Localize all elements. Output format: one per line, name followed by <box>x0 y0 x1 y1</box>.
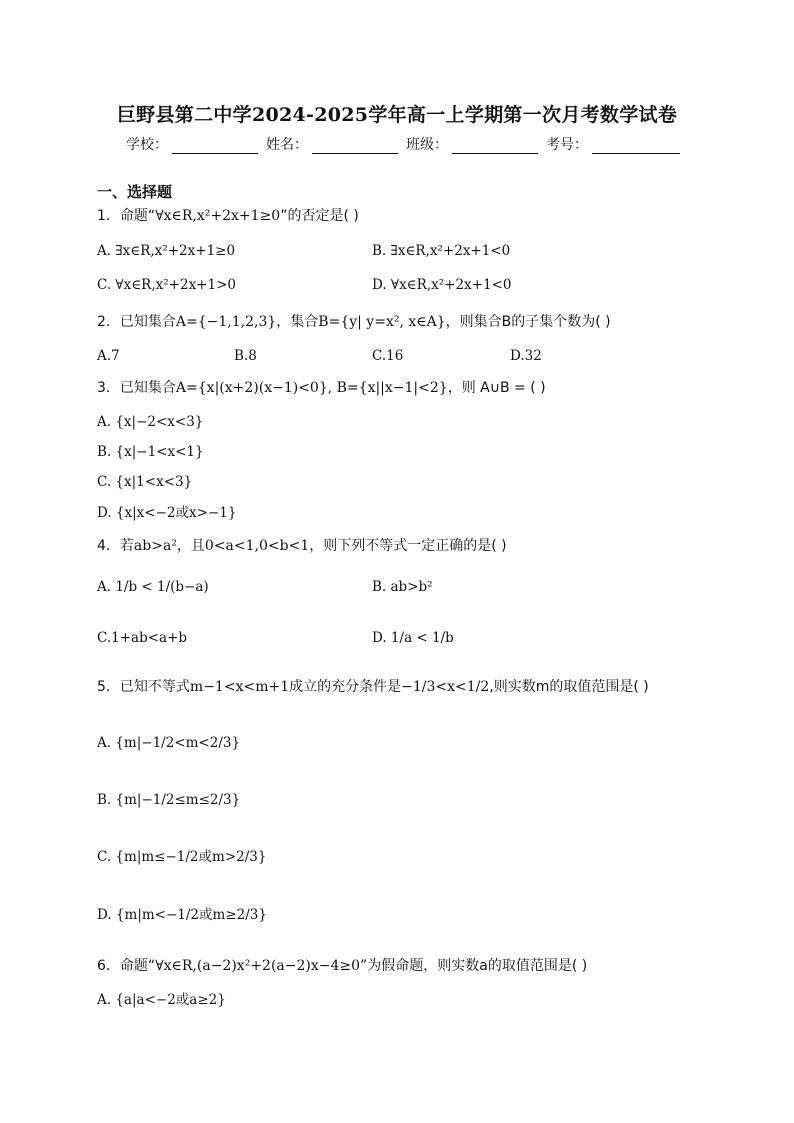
q5-option-a[interactable]: A. {m|−1/2<m<2/3} <box>97 735 241 751</box>
exam-title: 巨野县第二中学2024-2025学年高一上学期第一次月考数学试卷 <box>116 104 678 126</box>
section-heading: 一、选择题 <box>97 183 173 201</box>
question-4: 4．若ab>a²，且0<a<1,0<b<1，则下列不等式一定正确的是( ) <box>97 538 507 554</box>
q1-option-a[interactable]: A. ∃x∈R,x²+2x+1≥0 <box>97 243 236 259</box>
q1-option-c[interactable]: C. ∀x∈R,x²+2x+1>0 <box>97 277 236 293</box>
q3-option-a[interactable]: A. {x|−2<x<3} <box>97 414 204 430</box>
number-label: 考号： <box>546 137 588 153</box>
q4-option-d[interactable]: D. 1/a < 1/b <box>372 630 454 646</box>
q3-option-c[interactable]: C. {x|1<x<3} <box>97 474 193 490</box>
q2-option-c[interactable]: C.16 <box>372 348 404 364</box>
q5-option-c[interactable]: C. {m|m≤−1/2或m>2/3} <box>97 849 267 865</box>
q5-option-d[interactable]: D. {m|m<−1/2或m≥2/3} <box>97 907 267 923</box>
q2-option-a[interactable]: A.7 <box>97 348 120 364</box>
q2-option-b[interactable]: B.8 <box>234 348 257 364</box>
class-blank[interactable] <box>452 137 538 154</box>
q4-option-c[interactable]: C.1+ab<a+b <box>97 630 188 646</box>
q2-option-d[interactable]: D.32 <box>510 348 542 364</box>
question-1: 1．命题“∀x∈R,x²+2x+1≥0”的否定是( ) <box>97 208 359 224</box>
q6-option-a[interactable]: A. {a|a<−2或a≥2} <box>97 992 226 1008</box>
school-blank[interactable] <box>172 137 258 154</box>
q1-option-d[interactable]: D. ∀x∈R,x²+2x+1<0 <box>372 277 512 293</box>
question-3: 3．已知集合A={x|(x+2)(x−1)<0}, B={x||x−1|<2}，则 A∪B = ( ) <box>97 380 546 396</box>
question-5: 5．已知不等式m−1<x<m+1成立的充分条件是−1/3<x<1/2,则实数m的取值范围是( ) <box>97 679 649 695</box>
school-label: 学校： <box>126 137 168 153</box>
name-label: 姓名： <box>266 137 308 153</box>
q3-option-b[interactable]: B. {x|−1<x<1} <box>97 444 204 460</box>
q3-option-d[interactable]: D. {x|x<−2或x>−1} <box>97 505 237 521</box>
q5-option-b[interactable]: B. {m|−1/2≤m≤2/3} <box>97 792 241 808</box>
q4-option-a[interactable]: A. 1/b < 1/(b−a) <box>97 579 209 595</box>
q4-option-b[interactable]: B. ab>b² <box>372 579 433 595</box>
question-1-math: ∀x∈R,x²+2x+1≥0 <box>155 208 281 224</box>
class-label: 班级： <box>406 137 448 153</box>
question-2: 2．已知集合A={−1,1,2,3}，集合B={y| y=x², x∈A}，则集合B的子集个数为( ) <box>97 314 611 330</box>
name-blank[interactable] <box>312 137 398 154</box>
number-blank[interactable] <box>592 137 680 154</box>
question-6: 6．命题“∀x∈R,(a−2)x²+2(a−2)x−4≥0”为假命题，则实数a的取值范围是( ) <box>97 958 588 974</box>
q1-option-b[interactable]: B. ∃x∈R,x²+2x+1<0 <box>372 243 511 259</box>
student-info-line <box>126 134 688 154</box>
